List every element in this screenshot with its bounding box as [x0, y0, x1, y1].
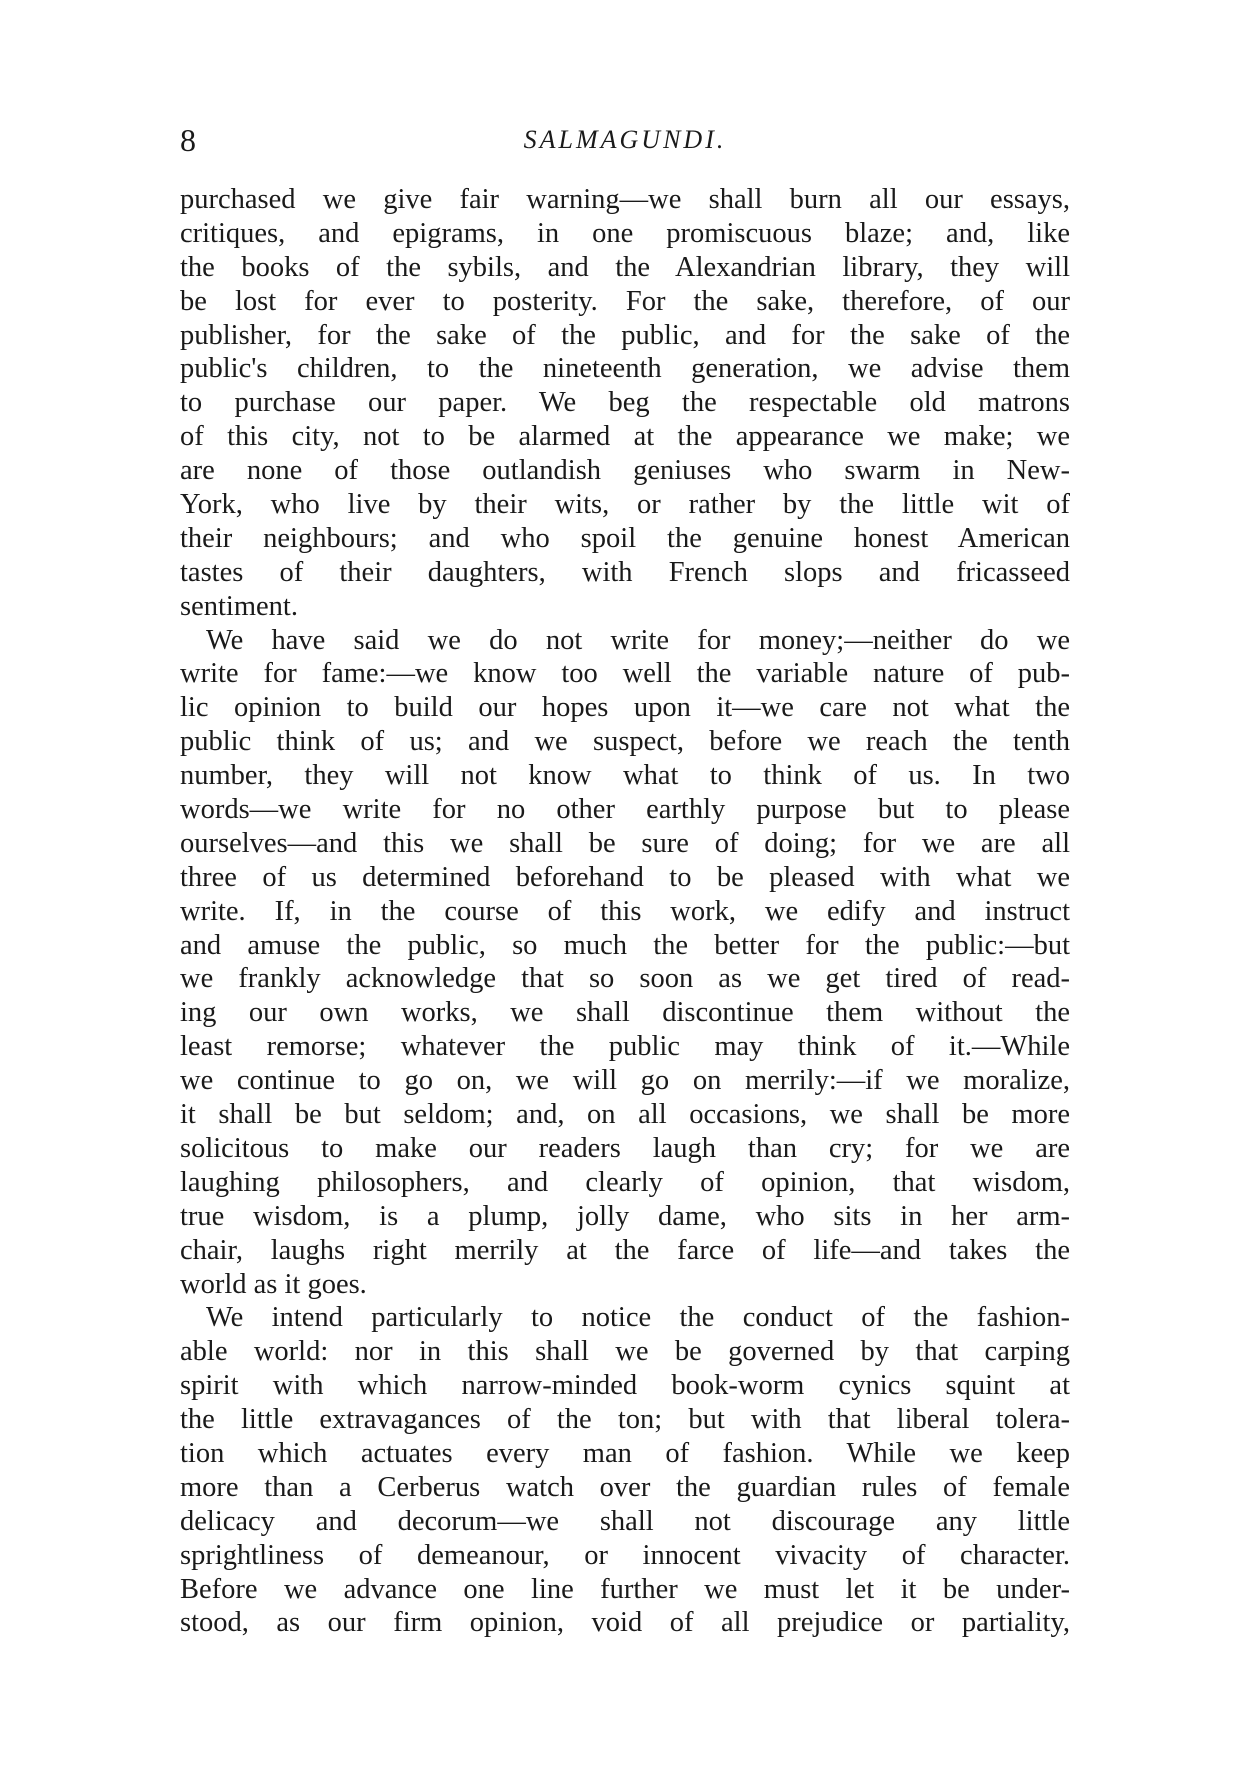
text-line: purchased we give fair warning—we shall burn all our essays, [180, 184, 1070, 215]
text-line: number, they will not know what to think of us. In two [180, 760, 1070, 792]
text-line: lic opinion to build our hopes upon it—we care not what the [180, 692, 1070, 724]
text-line: be lost for ever to posterity. For the sake, therefore, of our [180, 285, 1070, 317]
text-line: spirit with which narrow-minded book-worm cynics squint at [180, 1370, 1070, 1402]
text-line: delicacy and decorum—we shall not discourage any little [180, 1505, 1070, 1537]
text-line: world as it goes. [180, 1268, 367, 1300]
text-line: the little extravagances of the ton; but with that liberal tolera- [180, 1404, 1070, 1436]
text-line: of this city, not to be alarmed at the appearance we make; we [180, 421, 1070, 453]
text-line: public think of us; and we suspect, before we reach the tenth [180, 726, 1070, 758]
text-line: critiques, and epigrams, in one promiscuous blaze; and, like [180, 217, 1070, 249]
text-line: are none of those outlandish geniuses who swarm in New- [180, 455, 1070, 487]
text-line: publisher, for the sake of the public, and for the sake of the [180, 319, 1070, 351]
text-line: solicitous to make our readers laugh than cry; for we are [180, 1132, 1070, 1164]
text-line: laughing philosophers, and clearly of opinion, that wisdom, [180, 1166, 1070, 1198]
text-line: tastes of their daughters, with French slops and fricasseed [180, 556, 1070, 588]
page-number: 8 [180, 122, 196, 158]
text-line: more than a Cerberus watch over the guardian rules of female [180, 1471, 1070, 1503]
text-line: stood, as our firm opinion, void of all prejudice or partiality, [180, 1607, 1070, 1639]
text-line: least remorse; whatever the public may think of it.—While [180, 1031, 1070, 1063]
text-line: to purchase our paper. We beg the respectable old matrons [180, 387, 1070, 419]
text-line: three of us determined beforehand to be pleased with what we [180, 861, 1070, 893]
text-line: write for fame:—we know too well the variable nature of pub- [180, 658, 1070, 690]
text-line: the books of the sybils, and the Alexandrian library, they will [180, 251, 1070, 283]
page-header [180, 118, 1070, 162]
text-line: We intend particularly to notice the conduct of the fashion- [206, 1302, 1070, 1334]
text-line: able world: nor in this shall we be governed by that carping [180, 1336, 1070, 1368]
text-line: We have said we do not write for money;—neither do we [206, 624, 1070, 656]
text-line: we frankly acknowledge that so soon as we get tired of read- [180, 963, 1070, 995]
text-line: York, who live by their wits, or rather by the little wit of [180, 489, 1070, 521]
text-line: write. If, in the course of this work, we edify and instruct [180, 895, 1070, 927]
text-line: ourselves—and this we shall be sure of doing; for we are all [180, 827, 1070, 859]
text-line: chair, laughs right merrily at the farce of life—and takes the [180, 1234, 1070, 1266]
text-line: tion which actuates every man of fashion. While we keep [180, 1437, 1070, 1469]
text-line: true wisdom, is a plump, jolly dame, who sits in her arm- [180, 1200, 1070, 1232]
text-line: ing our own works, we shall discontinue them without the [180, 997, 1070, 1029]
running-head: SALMAGUNDI. [523, 125, 727, 154]
text-line: public's children, to the nineteenth generation, we advise them [180, 353, 1070, 385]
text-line: sprightliness of demeanour, or innocent vivacity of character. [180, 1539, 1070, 1571]
text-line: Before we advance one line further we must let it be under- [180, 1573, 1070, 1605]
text-line: it shall be but seldom; and, on all occasions, we shall be more [180, 1099, 1070, 1131]
text-line: words—we write for no other earthly purpose but to please [180, 794, 1070, 826]
body-text [180, 183, 1070, 1640]
text-line: and amuse the public, so much the better for the public:—but [180, 929, 1070, 961]
text-line: we continue to go on, we will go on merrily:—if we moralize, [180, 1065, 1070, 1097]
text-line: sentiment. [180, 590, 298, 622]
text-line: their neighbours; and who spoil the genuine honest American [180, 522, 1070, 554]
